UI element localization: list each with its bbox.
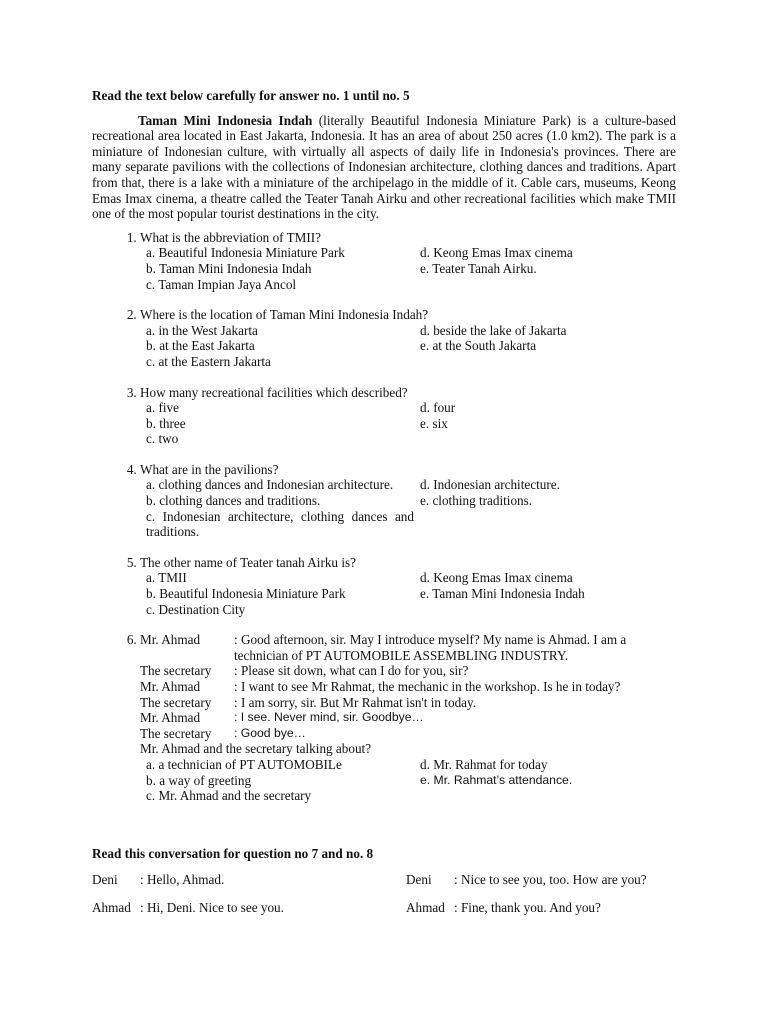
conversation-turn [406,872,676,900]
question-list [92,230,676,804]
question-text: 1. What is the abbreviation of TMII? [140,229,322,245]
option-c: c. at the Eastern Jakarta [146,353,271,369]
option-e: e. six [420,415,448,431]
dialogue-line: : I am sorry, sir. But Mr Rahmat isn't in today. [234,694,477,710]
dialogue-speaker: The secretary [140,663,212,679]
question-text: 4. What are in the pavilions? [140,461,279,477]
conversation-turn [92,900,406,928]
answer-options [146,477,676,539]
question-2 [140,307,676,369]
option-d: d. Mr. Rahmat for today [420,756,548,772]
question-text: 5. The other name of Teater tanah Airku is? [140,554,356,570]
option-d: d. Keong Emas Imax cinema [420,570,573,586]
conversation-turn [406,900,676,928]
option-c: c. Destination City [146,601,246,617]
question-6 [140,632,676,804]
conversation-speaker: Deni [92,872,118,887]
question-text: 3. How many recreational facilities which described? [140,384,408,400]
option-c: c. Taman Impian Jaya Ancol [146,276,297,292]
option-d: d. four [420,400,456,416]
option-b: b. at the East Jakarta [146,338,255,354]
question-5 [140,555,676,617]
option-d: d. beside the lake of Jakarta [420,322,567,338]
option-e: e. Teater Tanah Airku. [420,260,537,276]
reading-passage [92,113,676,222]
conversation-turn [92,872,406,900]
conversation-speaker: Ahmad [92,900,131,915]
answer-options [146,323,676,370]
option-c: c. Indonesian architecture, clothing dances and traditions. [146,508,414,540]
conversation-row [92,900,676,928]
option-d: d. Keong Emas Imax cinema [420,245,573,261]
option-b: b. a way of greeting [146,772,252,788]
option-c: c. two [146,431,179,447]
conversation-speaker: Ahmad [406,900,445,915]
conversation-line: : Hi, Deni. Nice to see you. [140,900,284,915]
option-c: c. Mr. Ahmad and the secretary [146,788,312,804]
option-b: b. Beautiful Indonesia Miniature Park [146,586,346,602]
instruction-heading: Read the text below carefully for answer no. 1 until no. 5 [92,88,410,103]
dialogue-speaker: The secretary [140,694,212,710]
conversation-line: : Fine, thank you. And you? [454,900,601,915]
option-e: e. at the South Jakarta [420,338,537,354]
worksheet-page [92,88,676,804]
conversation-row [92,872,676,900]
conversation [92,872,676,928]
passage-title: Taman Mini Indonesia Indah [138,112,313,128]
question-4 [140,462,676,540]
dialogue-speaker: 6. Mr. Ahmad [140,632,201,648]
option-e: e. Mr. Rahmat’s attendance. [420,772,573,787]
dialogue-speaker: Mr. Ahmad [140,679,201,694]
dialogue-line: : I want to see Mr Rahmat, the mechanic in the workshop. Is he in today? [234,679,621,694]
question-1 [140,230,676,292]
conversation-speaker: Deni [406,872,432,887]
question-text: 2. Where is the location of Taman Mini Indonesia Indah? [140,307,429,323]
conversation-line: : Nice to see you, too. How are you? [454,872,647,887]
option-a: a. TMII [146,570,187,586]
dialogue-line: : I see. Never mind, sir. Goodbye… [234,710,424,725]
dialogue-line: : Good bye… [234,725,306,740]
answer-options [146,400,676,447]
option-e: e. Taman Mini Indonesia Indah [420,586,585,602]
question-text: Mr. Ahmad and the secretary talking about? [140,741,372,757]
dialogue-speaker: The secretary [140,725,212,741]
conversation-heading: Read this conversation for question no 7 and no. 8 [92,846,374,861]
option-a: a. five [146,400,179,416]
question-3 [140,385,676,447]
option-a: a. in the West Jakarta [146,322,258,338]
option-a: a. a technician of PT AUTOMOBILe [146,756,342,772]
passage-body: (literally Beautiful Indonesia Miniature Park) is a culture-based recreational area located in East Jakarta, Indonesia. It has an area of about 250 acres (1.0 km2). The park is a miniature of Indonesian culture, with virtually all aspects of daily life in Indonesia's provinces. There are many separate pavilions with the collections of Indonesian architecture, clothing dances and traditions. Apart from that, there is a lake with a miniature of the archipelago in the middle of it. Cable cars, museums, Keong Emas Imax cinema, a theatre called the Teater Tanah Airku and other recreational facilities which make TMII one of the most popular tourist destinations in the city. [92,112,676,222]
dialogue-line: : Please sit down, what can I do for you, sir? [234,663,469,679]
dialogue-speaker: Mr. Ahmad [140,710,201,726]
dialogue-line: : Good afternoon, sir. May I introduce myself? My name is Ahmad. I am a technician of PT AUTOMOBILE ASSEMBLING INDUSTRY. [234,632,627,663]
option-d: d. Indonesian architecture. [420,477,560,493]
option-a: a. Beautiful Indonesia Miniature Park [146,245,345,261]
option-e: e. clothing traditions. [420,493,533,509]
answer-options [146,757,676,804]
answer-options [146,570,676,617]
option-b: b. clothing dances and traditions. [146,493,321,509]
conversation-line: : Hello, Ahmad. [140,872,225,887]
option-a: a. clothing dances and Indonesian architecture. [146,477,394,493]
option-b: b. three [146,415,186,431]
option-b: b. Taman Mini Indonesia Indah [146,260,312,276]
dialogue [140,632,676,741]
answer-options [146,245,676,292]
